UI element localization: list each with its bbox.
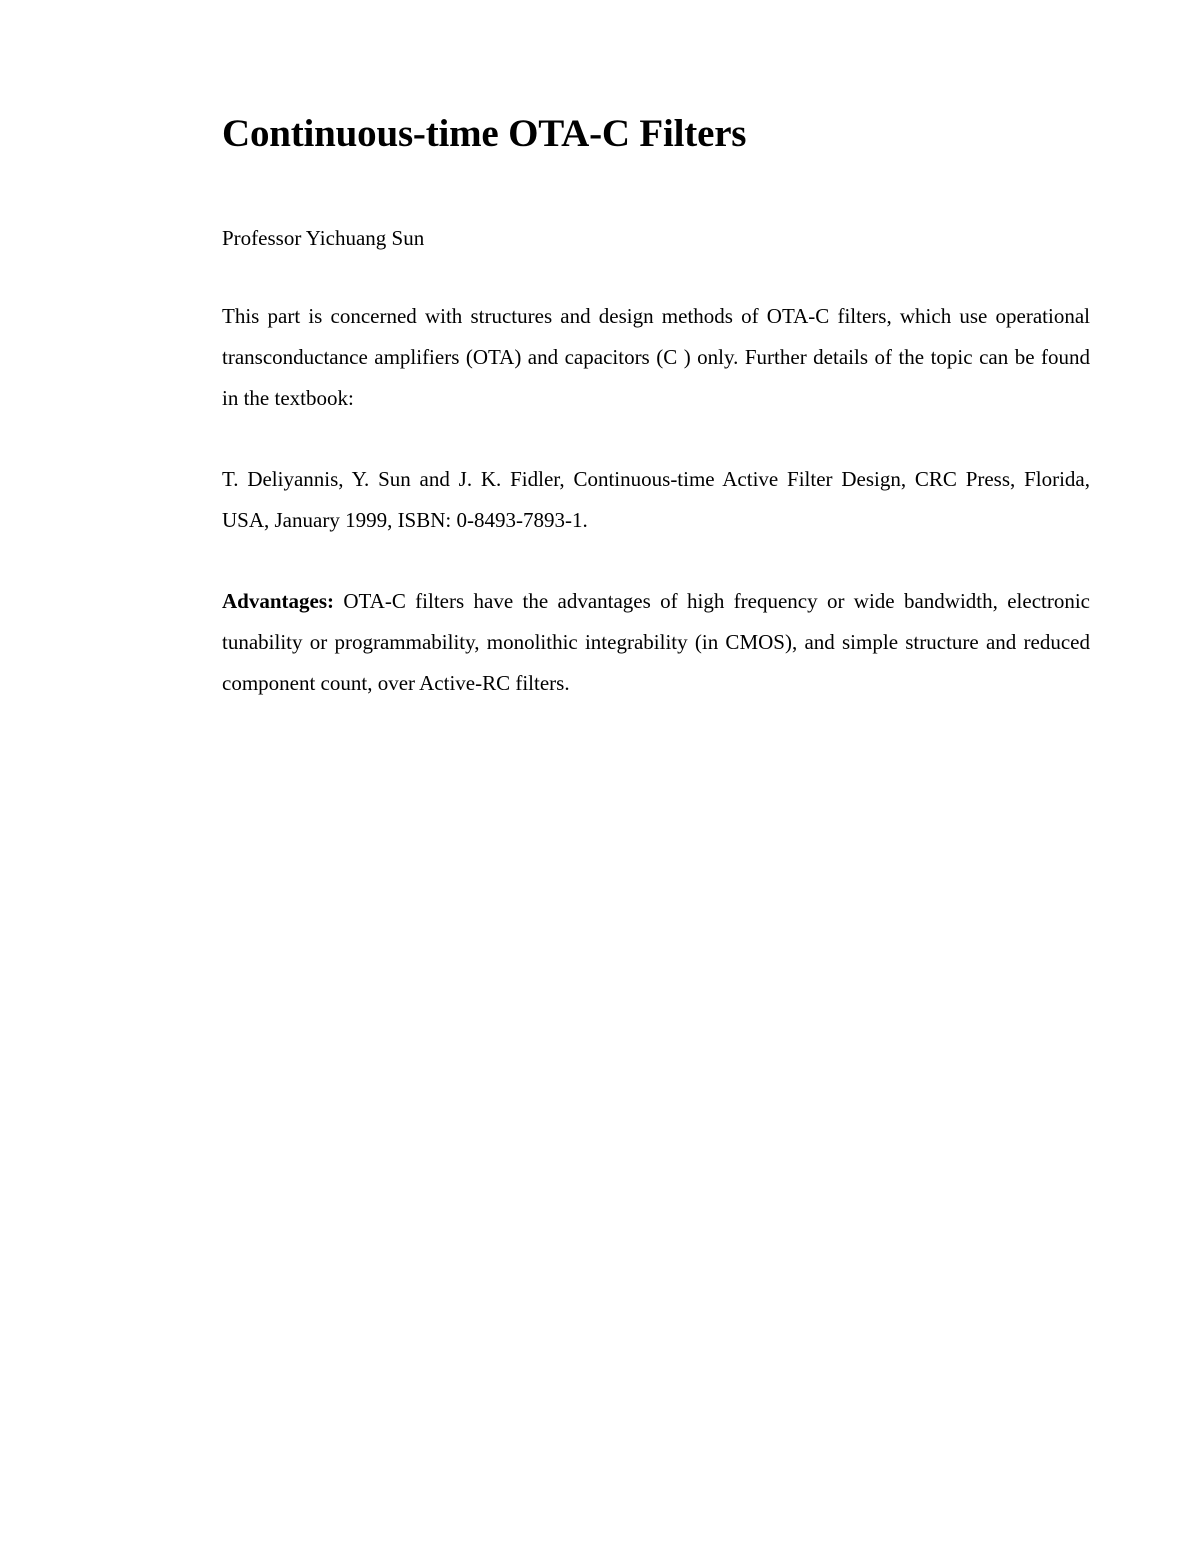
advantages-label: Advantages: [222, 589, 335, 613]
document-title: Continuous-time OTA-C Filters [222, 112, 747, 155]
reference-paragraph: T. Deliyannis, Y. Sun and J. K. Fidler, Continuous-time Active Filter Design, CRC Press, Florida, USA, January 1999, ISBN: 0-8493-7893-1. [222, 467, 1090, 532]
advantages-text: OTA-C filters have the advantages of high frequency or wide bandwidth, electronic tunability or programmability, monolithic integrability (in CMOS), and simple structure and reduced component count, over Active-RC filters. [222, 589, 1090, 695]
author-line: Professor Yichuang Sun [222, 226, 425, 250]
advantages-paragraph [222, 581, 1090, 704]
document-content [222, 108, 1090, 704]
intro-paragraph: This part is concerned with structures and design methods of OTA-C filters, which use operational transconductance amplifiers (OTA) and capacitors (C ) only. Further details of the topic can be found in the textbook: [222, 304, 1090, 410]
